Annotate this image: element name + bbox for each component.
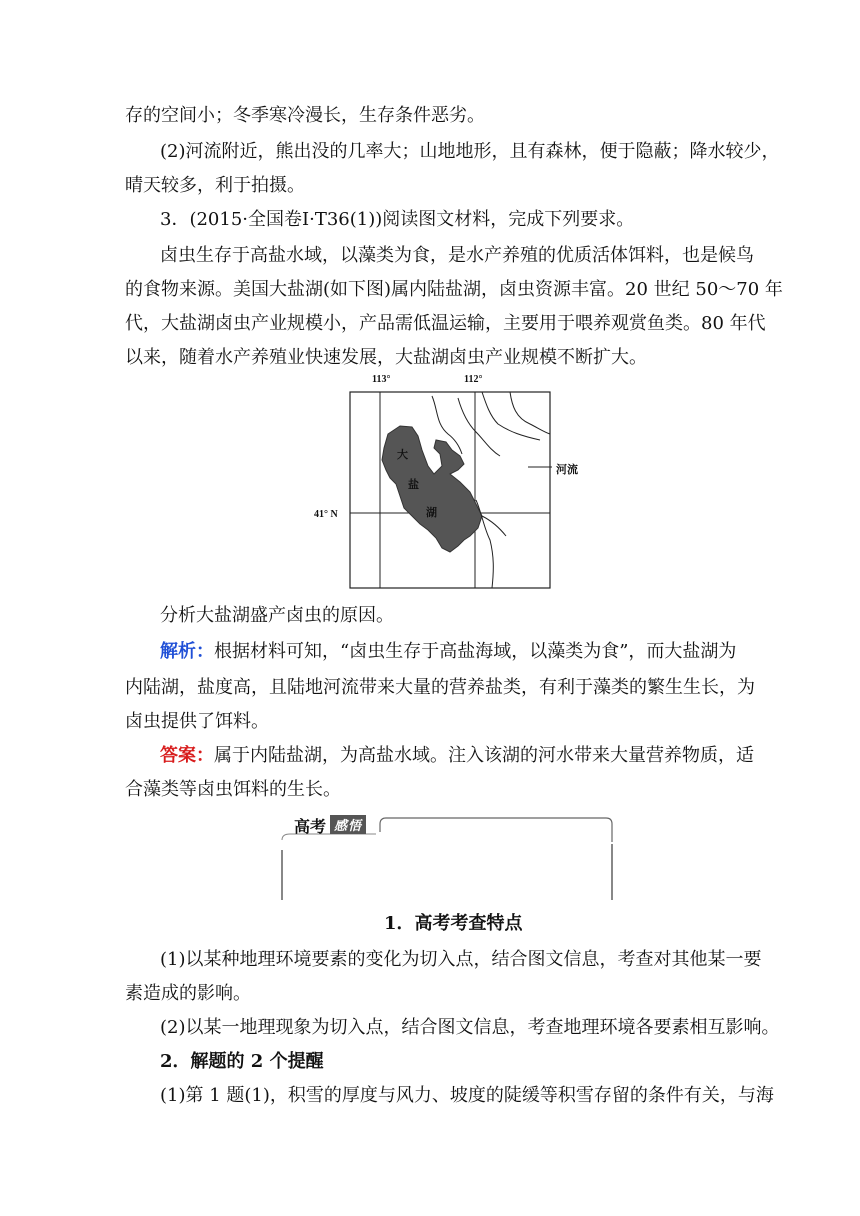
- section-2-title: 2．解题的 2 个提醒: [160, 1051, 324, 1072]
- material-line-1: 卤虫生存于高盐水域，以藻类为食，是水产养殖的优质活体饵料，也是候鸟: [160, 245, 754, 266]
- banner-tag: 感悟: [330, 815, 366, 834]
- material-line-2: 的食物来源。美国大盐湖(如下图)属内陆盐湖，卤虫资源丰富。20 世纪 50～70 年: [125, 279, 783, 300]
- answer-label: 答案：: [160, 745, 214, 766]
- lake-char-da: 大: [397, 448, 408, 461]
- section-1-title: 1．高考考查特点: [384, 913, 523, 934]
- lake-char-yan: 盐: [408, 478, 419, 491]
- question-prompt: 分析大盐湖盛产卤虫的原因。: [160, 605, 394, 626]
- analysis-label: 解析：: [160, 641, 214, 662]
- text-line-2: (2)河流附近，熊出没的几率大；山地地形，且有森林，便于隐蔽；降水较少，: [160, 141, 780, 162]
- analysis-line-3: 卤虫提供了饵料。: [125, 711, 269, 732]
- longitude-label-113: 113°: [372, 374, 391, 385]
- section-2-item-1: (1)第 1 题(1)，积雪的厚度与风力、坡度的陡缓等积雪存留的条件有关，与海: [160, 1085, 774, 1106]
- map-drawing: [300, 370, 620, 596]
- answer-text-1: 属于内陆盐湖，为高盐水域。注入该湖的河水带来大量营养物质，适: [214, 745, 754, 766]
- text-line-1: 存的空间小；冬季寒冷漫长，生存条件恶劣。: [125, 105, 485, 126]
- great-salt-lake-map: [300, 370, 620, 596]
- answer-line-1: [160, 744, 754, 768]
- longitude-label-112: 112°: [464, 374, 483, 385]
- lake-char-hu: 湖: [426, 506, 437, 519]
- section-1-item-1b: 素造成的影响。: [125, 983, 251, 1004]
- material-line-4: 以来，随着水产养殖业快速发展，大盐湖卤虫产业规模不断扩大。: [125, 347, 647, 368]
- river-label: 河流: [556, 464, 578, 476]
- river-2: [458, 398, 500, 456]
- material-line-3: 代，大盐湖卤虫产业规模小，产品需低温运输，主要用于喂养观赏鱼类。80 年代: [125, 313, 766, 334]
- river-6: [482, 516, 506, 536]
- insight-banner: [280, 812, 616, 904]
- analysis-text-1: 根据材料可知，“卤虫生存于高盐海域，以藻类为食”，而大盐湖为: [214, 641, 737, 662]
- latitude-label-41n: 41° N: [314, 509, 338, 520]
- question-3-heading: 3．(2015·全国卷Ⅰ·T36(1))阅读图文材料，完成下列要求。: [160, 209, 635, 230]
- section-1-item-1a: (1)以某种地理环境要素的变化为切入点，结合图文信息，考查对其他某一要: [160, 949, 762, 970]
- analysis-line-1: [160, 640, 736, 664]
- answer-line-2: 合藻类等卤虫饵料的生长。: [125, 779, 341, 800]
- banner-title: 高考: [294, 817, 327, 836]
- great-salt-lake-shape: [382, 426, 482, 552]
- river-4: [510, 392, 550, 434]
- section-1-item-2: (2)以某一地理现象为切入点，结合图文信息，考查地理环境各要素相互影响。: [160, 1017, 780, 1038]
- analysis-line-2: 内陆湖，盐度高，且陆地河流带来大量的营养盐类，有利于藻类的繁生生长，为: [125, 677, 755, 698]
- text-line-3: 晴天较多，利于拍摄。: [125, 175, 305, 196]
